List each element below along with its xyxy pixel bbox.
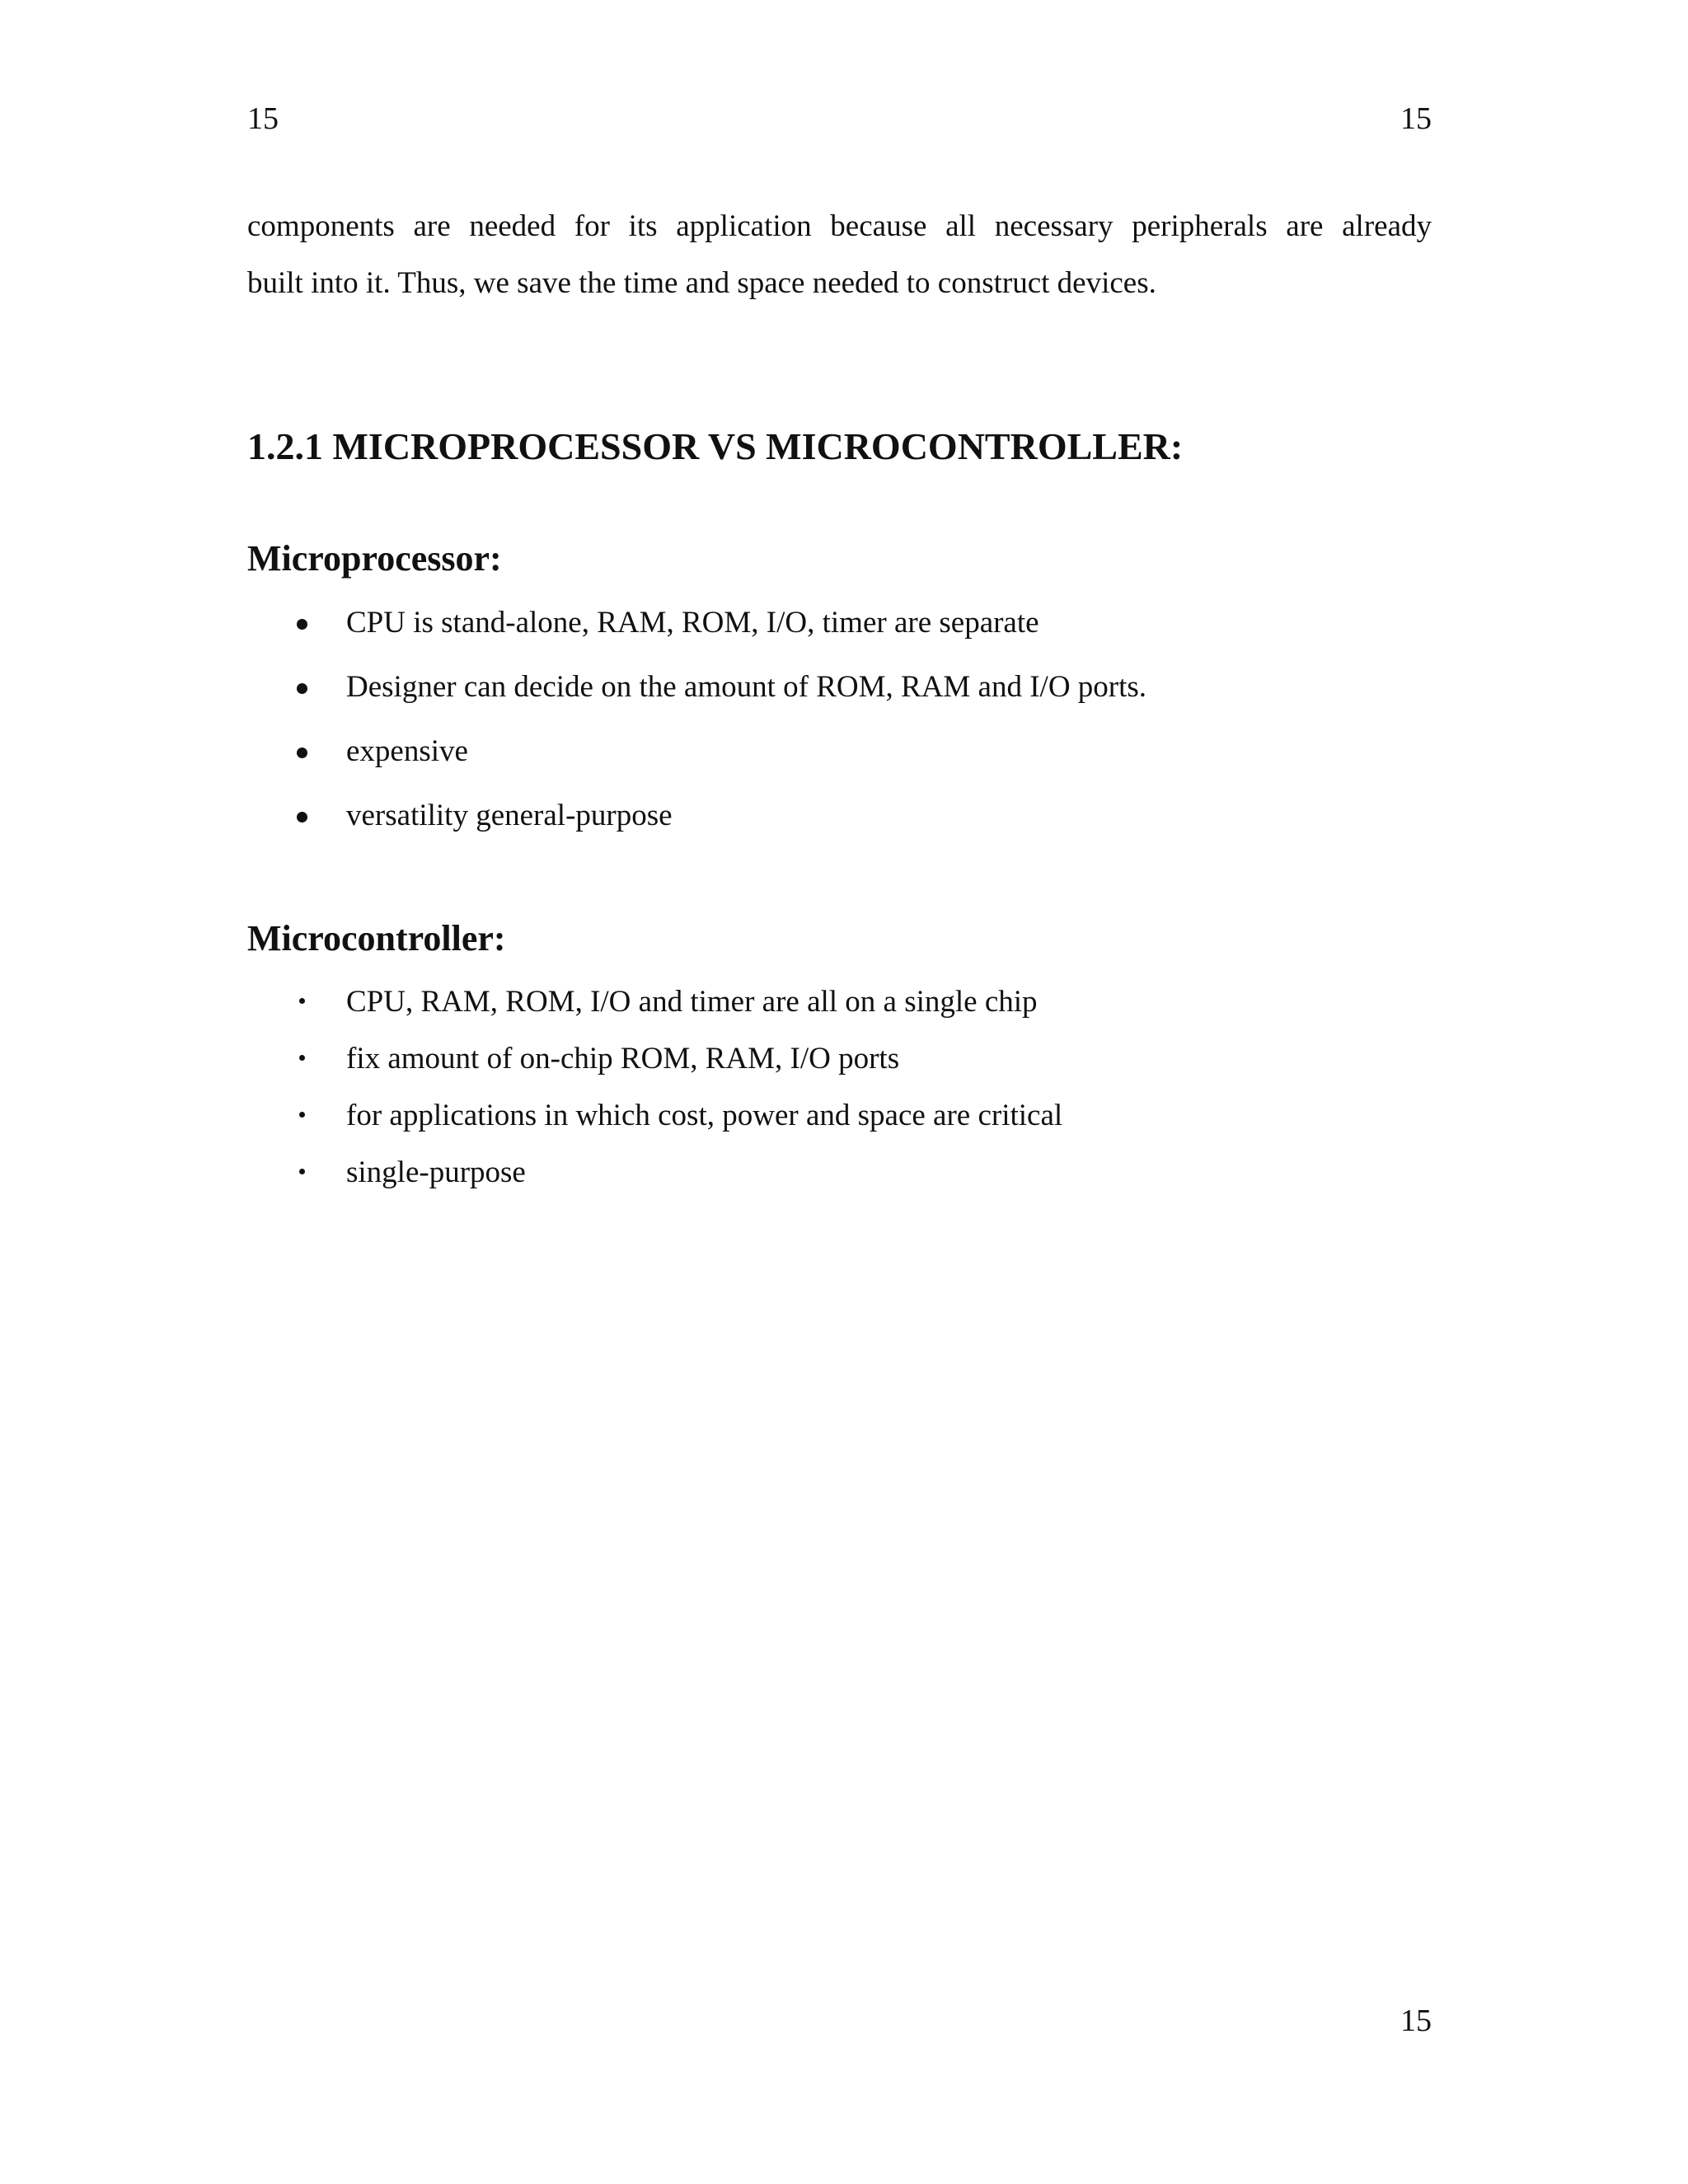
intro-paragraph	[247, 198, 1432, 312]
list-item	[247, 1148, 1062, 1205]
list-item-text: single-purpose	[346, 1155, 526, 1189]
bullet-icon	[297, 748, 307, 758]
intro-line-1: components are needed for its application because all necessary peripherals are already	[247, 209, 1432, 243]
page-number-top-left: 15	[247, 101, 279, 136]
bullet-icon	[297, 683, 307, 694]
list-item	[247, 977, 1062, 1034]
page-number-top-right: 15	[1400, 101, 1432, 136]
microprocessor-heading: Microprocessor:	[247, 538, 502, 579]
list-item-text: versatility general-purpose	[346, 799, 673, 832]
list-item-text: expensive	[346, 734, 468, 768]
bullet-icon	[299, 1112, 305, 1118]
list-item-text: for applications in which cost, power and space are critical	[346, 1099, 1063, 1132]
list-item	[247, 1091, 1062, 1148]
list-item-text: CPU is stand-alone, RAM, ROM, I/O, timer are separate	[346, 606, 1039, 640]
list-item-text: CPU, RAM, ROM, I/O and timer are all on a single chip	[346, 985, 1038, 1019]
list-item-text: Designer can decide on the amount of ROM, RAM and I/O ports.	[346, 670, 1147, 704]
section-heading: 1.2.1 MICROPROCESSOR VS MICROCONTROLLER:	[247, 425, 1184, 467]
bullet-icon	[299, 998, 305, 1004]
bullet-icon	[299, 1055, 305, 1061]
intro-line-2: built into it. Thus, we save the time and space needed to construct devices.	[247, 266, 1156, 300]
list-item	[247, 598, 1146, 663]
list-item	[247, 791, 1146, 855]
microcontroller-heading: Microcontroller:	[247, 918, 506, 958]
list-item	[247, 663, 1146, 727]
bullet-icon	[297, 619, 307, 630]
microcontroller-list	[247, 977, 1062, 1205]
microprocessor-list	[247, 598, 1146, 855]
list-item-text: fix amount of on-chip ROM, RAM, I/O ports	[346, 1042, 900, 1076]
list-item	[247, 727, 1146, 791]
bullet-icon	[297, 812, 307, 823]
page-number-bottom-right: 15	[1400, 2004, 1432, 2038]
bullet-icon	[299, 1169, 305, 1174]
list-item	[247, 1034, 1062, 1091]
